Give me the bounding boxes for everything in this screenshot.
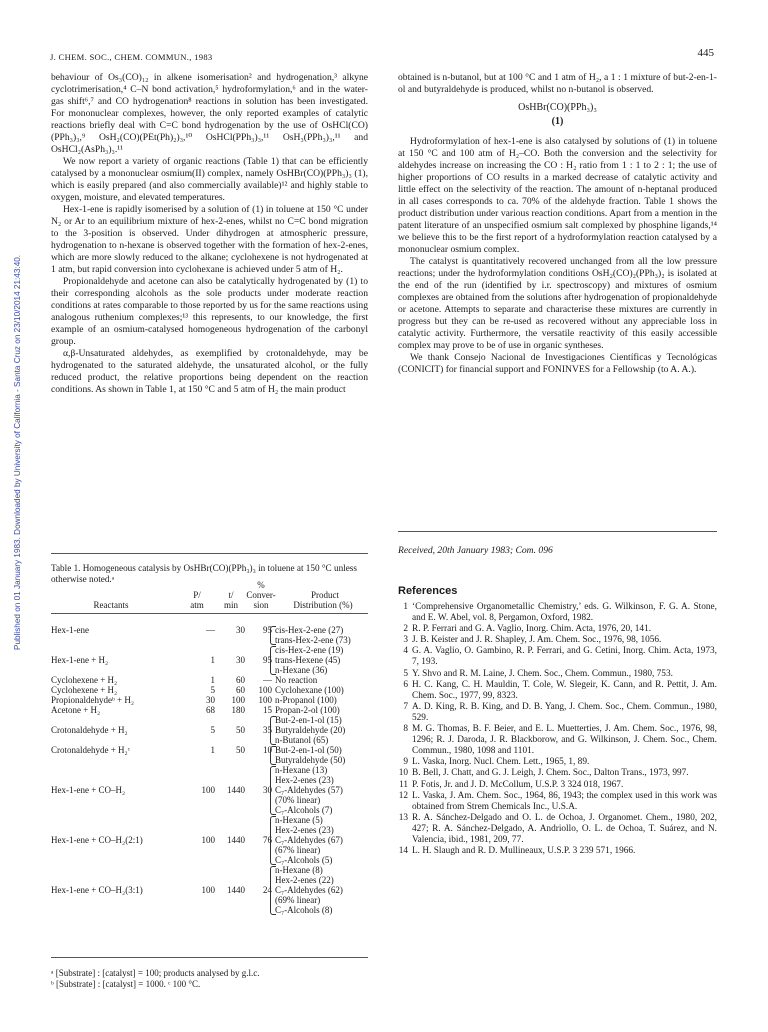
table-row bbox=[51, 675, 368, 685]
header-pressure: P/ bbox=[193, 590, 201, 600]
body-paragraph: obtained is n-butanol, but at 100 °C and 1 atm of H₂, a 1 : 1 mixture of but-2-en-1-ol and butyraldehyde is produced, whilst no n-butanol is observed. bbox=[398, 72, 717, 95]
conversion-cell: 100 bbox=[258, 695, 272, 705]
table-footnote: ᵃ [Substrate] : [catalyst] = 100; products analysed by g.l.c. bbox=[51, 968, 260, 978]
product-entry: n-Butanol (65) bbox=[275, 735, 329, 745]
right-column bbox=[398, 72, 717, 376]
reference-text: A. D. King, R. B. King, and D. B. Yang, J. Chem. Soc., Chem. Commun., 1980, 529. bbox=[412, 701, 717, 723]
pressure-cell: 5 bbox=[210, 685, 215, 695]
conversion-cell: 30 bbox=[263, 785, 272, 795]
header-conversion: Conver- bbox=[246, 590, 276, 600]
table-row bbox=[51, 625, 368, 645]
reference-number: 3 bbox=[403, 635, 408, 646]
reference-number: 6 bbox=[403, 679, 408, 690]
header-product: Product bbox=[311, 590, 339, 600]
reactants-cell: Hex-1-ene + CO–H₂ bbox=[51, 785, 126, 795]
reference-item bbox=[398, 724, 717, 757]
references-heading: References bbox=[398, 585, 458, 597]
reference-number: 11 bbox=[399, 779, 408, 790]
table-footnote: ᵇ [Substrate] : [catalyst] = 1000. ᶜ 100 °C. bbox=[51, 979, 201, 989]
body-paragraph: Propionaldehyde and acetone can also be catalytically hydrogenated by (1) to their corresponding alcohols as the sole products under moderate reaction conditions at rates comparable to those reported by us for the same reactions using analogous ruthenium complexes;¹³ this represents, to our knowledge, the first example of an osmium-catalysed homogeneous hydrogenation of the carbonyl group. bbox=[51, 276, 368, 347]
reference-text: G. A. Vaglio, O. Gambino, R. P. Ferrari, and G. Cetini, Inorg. Chim. Acta, 1973, 7, 193. bbox=[412, 646, 717, 668]
reference-item bbox=[398, 846, 717, 857]
header-distribution: Distribution (%) bbox=[293, 600, 353, 610]
product-entry: C₇-Aldehydes (57) bbox=[275, 785, 343, 795]
header-time-unit: min bbox=[223, 600, 238, 610]
table-row bbox=[51, 815, 368, 865]
product-entry: Hex-2-enes (23) bbox=[275, 825, 334, 835]
body-paragraph: Hydroformylation of hex-1-ene is also catalysed by solutions of (1) in toluene at 150 °C and 100 atm of H₂–CO. Both the conversion and the selectivity for aldehydes increase on increasing the CO : H₂ ratio from 1 : 1 to 2 : 1; the use of higher proportions of CO results in a marked decrease of catalytic activity and little effect on the selectivity of the reaction. The amount of n-heptanal produced in all cases corresponds to ca. 70% of the aldehyde fraction. Table 1 shows the product distribution under various reaction conditions. Apart from a mention in the patent literature of an unspecified osmium salt complexed by phosphine ligands,¹⁴ we believe this to be the first report of a hydroformylation reaction catalysed by a mononuclear osmium complex. bbox=[398, 136, 717, 255]
product-entry: (70% linear) bbox=[275, 795, 321, 805]
product-entry: n-Hexane (5) bbox=[275, 815, 323, 825]
pressure-cell: 100 bbox=[201, 785, 215, 795]
product-entry: cis-Hex-2-ene (19) bbox=[275, 645, 344, 655]
reactants-cell: Propionaldehydeᵇ + H₂ bbox=[51, 695, 134, 705]
table-row bbox=[51, 715, 368, 745]
reference-text: L. H. Slaugh and R. D. Mullineaux, U.S.P. 3 239 571, 1966. bbox=[412, 846, 636, 857]
reference-item bbox=[398, 669, 717, 680]
time-cell: 60 bbox=[236, 675, 245, 685]
product-entry: But-2-en-1-ol (15) bbox=[275, 715, 342, 725]
table-top-rule bbox=[51, 553, 368, 554]
reference-text: H. C. Kang, C. H. Mauldin, T. Cole, W. Slegeir, K. Cann, and R. Pettit, J. Am. Chem. Soc., 1977, 99, 8323. bbox=[412, 679, 717, 701]
reference-number: 12 bbox=[398, 790, 408, 801]
reference-number: 8 bbox=[403, 724, 408, 735]
reference-item bbox=[398, 791, 717, 813]
pressure-cell: 1 bbox=[210, 745, 215, 755]
reference-text: Y. Shvo and R. M. Laine, J. Chem. Soc., Chem. Commun., 1980, 753. bbox=[412, 668, 673, 679]
received-date: Received, 20th January 1983; Com. 096 bbox=[398, 545, 553, 556]
conversion-cell: 24 bbox=[263, 885, 272, 895]
time-cell: 100 bbox=[231, 695, 245, 705]
reactants-cell: Cyclohexene + H₂ bbox=[51, 675, 118, 685]
reference-text: R. P. Ferrari and G. A. Vaglio, Inorg. Chim. Acta, 1976, 20, 141. bbox=[412, 624, 652, 635]
pressure-cell: 1 bbox=[210, 655, 215, 665]
running-head: J. CHEM. SOC., CHEM. COMMUN., 1983 bbox=[50, 52, 213, 62]
table-row bbox=[51, 745, 368, 765]
time-cell: 1440 bbox=[227, 785, 245, 795]
conversion-cell: 35 bbox=[263, 725, 272, 735]
reactants-cell: Hex-1-ene + CO–H₂(2:1) bbox=[51, 835, 143, 845]
download-watermark-text: Published on 01 January 1983. Downloaded by University of California - Santa Cruz on 23/10/2014 21:43:40. bbox=[13, 254, 22, 650]
reference-item bbox=[398, 680, 717, 702]
time-cell: 1440 bbox=[227, 885, 245, 895]
reference-number: 9 bbox=[403, 757, 408, 768]
reference-number: 10 bbox=[398, 768, 408, 779]
reference-item bbox=[398, 813, 717, 846]
reference-item bbox=[398, 757, 717, 768]
header-reactants: Reactants bbox=[93, 600, 129, 610]
time-cell: 30 bbox=[236, 655, 245, 665]
reference-item bbox=[398, 768, 717, 779]
product-entry: But-2-en-1-ol (50) bbox=[275, 745, 342, 755]
header-time: t/ bbox=[228, 590, 234, 600]
pressure-cell: 100 bbox=[201, 885, 215, 895]
reference-number: 1 bbox=[403, 602, 408, 612]
download-watermark bbox=[3, 90, 22, 650]
body-paragraph: The catalyst is quantitatively recovered unchanged from all the low pressure reactions; under the hydroformylation conditions OsH₂(CO)₂(PPh₃)₂ is isolated at the end of the run (identified by i.r. spectroscopy) and mixtures of osmium complexes are obtained from the solutions after hydrogenation of propionaldehyde or acetone. Attempts to separate and characterise these mixtures are currently in progress but they can be re-used as recovered without any appreciable loss in catalytic activity. Furthermore, the versatile reactivity of this easily accessible complex may prove to be of use in organic syntheses. bbox=[398, 256, 717, 351]
product-entry: Hex-2-enes (23) bbox=[275, 775, 334, 785]
reference-item bbox=[398, 780, 717, 791]
body-paragraph: behaviour of Os₃(CO)₁₂ in alkene isomerisation² and hydrogenation,³ alkyne cyclotrimerisation,⁴ C–N bond activation,⁵ hydroformylation,⁶ and in the water-gas shift⁶,⁷ and CO hydrogenation⁸ reactions in solution has been investigated. For mononuclear complexes, however, the only reported examples of catalytic reactions briefly deal with C=C bond hydrogenation by the use of OsHCl(CO)(PPh₃)₃,⁹ OsH₂(CO)(PEt(Ph)₂)₃,¹⁰ OsHCl(PPh₃)₃,¹¹ OsH₃(PPh₃)₃,¹¹ and OsHCl₂(AsPh₃)₃.¹¹ bbox=[51, 72, 368, 155]
product-entry: Butyraldehyde (20) bbox=[275, 725, 346, 735]
reference-number: 2 bbox=[403, 624, 408, 635]
table-row bbox=[51, 865, 368, 915]
page-number: 445 bbox=[697, 47, 714, 59]
acknowledgement: We thank Consejo Nacional de Investigaciones Científicas y Tecnológicas (CONICIT) for financial support and FONINVES for a Fellowship (to A. A.). bbox=[398, 352, 717, 375]
time-cell: 50 bbox=[236, 725, 245, 735]
table-footnotes bbox=[51, 968, 368, 990]
reference-number: 14 bbox=[398, 846, 408, 857]
conversion-cell: 10 bbox=[263, 745, 272, 755]
reference-item bbox=[398, 646, 717, 668]
table-header-rule bbox=[51, 613, 368, 614]
product-entry: Cyclohexane (100) bbox=[275, 685, 344, 695]
conversion-cell: 100 bbox=[258, 685, 272, 695]
reference-text: ‘Comprehensive Organometallic Chemistry,’ eds. G. Wilkinson, F. G. A. Stone, and E. W. Abel, vol. 8, Pergamon, Oxford, 1982. bbox=[412, 602, 717, 624]
time-cell: 30 bbox=[236, 625, 245, 635]
product-entry: Propan-2-ol (100) bbox=[275, 705, 340, 715]
body-paragraph: α,β-Unsaturated aldehydes, as exemplified by crotonaldehyde, may be hydrogenated to the saturated aldehyde, the unsaturated alcohol, or the fully reduced product, the relative proportions being dependent on the reaction conditions. As shown in Table 1, at 150 °C and 5 atm of H₂ the main product bbox=[51, 348, 368, 395]
product-entry: trans-Hex-2-ene (73) bbox=[275, 635, 351, 645]
product-entry: C₇-Alcohols (8) bbox=[275, 905, 333, 915]
pressure-cell: 68 bbox=[206, 705, 215, 715]
table-caption: Table 1. Homogeneous catalysis by OsHBr(CO)(PPh₃)₃ in toluene at 150 °C unless otherwise noted.ᵃ bbox=[51, 563, 357, 584]
reference-number: 4 bbox=[403, 646, 408, 657]
product-entry: Hex-2-enes (22) bbox=[275, 875, 334, 885]
reference-item bbox=[398, 602, 717, 624]
product-entry: C₇-Alcohols (5) bbox=[275, 855, 333, 865]
time-cell: 180 bbox=[231, 705, 245, 715]
reference-text: M. G. Thomas, B. F. Beier, and E. L. Muetterties, J. Am. Chem. Soc., 1976, 98, 1296; R. J. Daroda, J. R. Blackborow, and G. Wilkinson, J. Chem. Soc., Chem. Commun., 1980, 1098 and 1101. bbox=[412, 724, 717, 757]
time-cell: 1440 bbox=[227, 835, 245, 845]
product-entry: cis-Hex-2-ene (27) bbox=[275, 625, 344, 635]
body-paragraph: We now report a variety of organic reactions (Table 1) that can be efficiently catalysed by a mononuclear osmium(II) complex, namely OsHBr(CO)(PPh₃)₃ (1), which is easily prepared (and also commercially available)¹² and highly stable to oxygen, moisture, and elevated temperatures. bbox=[51, 156, 368, 203]
conversion-cell: 15 bbox=[263, 705, 272, 715]
product-entry: Butyraldehyde (50) bbox=[275, 755, 346, 765]
product-entry: (69% linear) bbox=[275, 895, 321, 905]
header-conversion-2: sion bbox=[253, 600, 269, 610]
product-entry: (67% linear) bbox=[275, 845, 321, 855]
conversion-cell: 95 bbox=[263, 625, 272, 635]
table-row bbox=[51, 705, 368, 715]
product-entry: C₇-Aldehydes (62) bbox=[275, 885, 343, 895]
pressure-cell: — bbox=[206, 625, 215, 635]
reference-text: P. Fotis, Jr. and J. D. McCollum, U.S.P. 3 324 018, 1967. bbox=[412, 779, 624, 790]
reference-text: J. B. Keister and J. R. Shapley, J. Am. Chem. Soc., 1976, 98, 1056. bbox=[412, 635, 662, 646]
reference-text: B. Bell, J. Chatt, and G. J. Leigh, J. Chem. Soc., Dalton Trans., 1973, 997. bbox=[412, 768, 689, 779]
reference-text: R. A. Sánchez-Delgado and O. L. de Ochoa, J. Organomet. Chem., 1980, 202, 427; R. A. Sánchez-Delgado, A. Andriollo, O. L. de Ochoa, T. Suárez, and N. Valencia, ibid., 1981, 209, 77. bbox=[412, 812, 717, 845]
product-entry: C₇-Aldehydes (67) bbox=[275, 835, 343, 845]
left-column bbox=[51, 72, 368, 396]
product-entry: n-Hexane (36) bbox=[275, 665, 328, 675]
compound-formula: OsHBr(CO)(PPh₃)₃ bbox=[518, 102, 597, 113]
time-cell: 50 bbox=[236, 745, 245, 755]
table-row bbox=[51, 685, 368, 695]
reference-item bbox=[398, 635, 717, 646]
product-entry: C₇-Alcohols (7) bbox=[275, 805, 333, 815]
table-bottom-rule bbox=[51, 957, 368, 958]
body-paragraph: Hex-1-ene is rapidly isomerised by a solution of (1) in toluene at 150 °C under N₂ or Ar to an equilibrium mixture of hex-2-enes, whilst no C=C bond migration to the 3-position is observed. Under dihydrogen at atmospheric pressure, hydrogenation to n-hexane is observed together with the formation of hex-2-enes, which are more slowly reduced to the alkane; cyclohexene is not hydrogenated at 1 atm, but rapid conversion into cyclohexane is achieved under 5 atm of H₂. bbox=[51, 204, 368, 275]
table-row bbox=[51, 765, 368, 815]
reactants-cell: Acetone + H₂ bbox=[51, 705, 101, 715]
reference-number: 13 bbox=[398, 812, 408, 823]
product-entry: trans-Hexene (45) bbox=[275, 655, 341, 665]
pressure-cell: 30 bbox=[206, 695, 215, 705]
product-entry: n-Hexane (8) bbox=[275, 865, 323, 875]
header-conversion-pct: % bbox=[257, 580, 265, 590]
reactants-cell: Hex-1-ene + H₂ bbox=[51, 655, 109, 665]
reference-item bbox=[398, 702, 717, 724]
table-row bbox=[51, 645, 368, 675]
references-list bbox=[398, 602, 717, 857]
reference-text: L. Vaska, J. Am. Chem. Soc., 1964, 86, 1943; the complex used in this work was obtained from Strem Chemicals Inc., U.S.A. bbox=[412, 790, 717, 812]
reactants-cell: Hex-1-ene bbox=[51, 625, 89, 635]
received-rule bbox=[398, 531, 717, 532]
conversion-cell: 95 bbox=[263, 655, 272, 665]
header-pressure-unit: atm bbox=[190, 600, 204, 610]
reference-number: 7 bbox=[403, 701, 408, 712]
product-entry: n-Hexane (13) bbox=[275, 765, 328, 775]
product-entry: No reaction bbox=[275, 675, 318, 685]
compound-label: (1) bbox=[551, 116, 564, 127]
table-row bbox=[51, 695, 368, 705]
pressure-cell: 1 bbox=[210, 675, 215, 685]
conversion-cell: 76 bbox=[263, 835, 272, 845]
product-entry: n-Propanol (100) bbox=[275, 695, 337, 705]
conversion-cell: — bbox=[263, 675, 272, 685]
pressure-cell: 5 bbox=[210, 725, 215, 735]
reference-item bbox=[398, 624, 717, 635]
reactants-cell: Crotonaldehyde + H₂ᶜ bbox=[51, 745, 131, 755]
reactants-cell: Hex-1-ene + CO–H₂(3:1) bbox=[51, 885, 143, 895]
reference-number: 5 bbox=[403, 668, 408, 679]
reactants-cell: Cyclohexene + H₂ bbox=[51, 685, 118, 695]
reference-text: L. Vaska, Inorg. Nucl. Chem. Lett., 1965, 1, 89. bbox=[412, 757, 590, 768]
time-cell: 60 bbox=[236, 685, 245, 695]
reactants-cell: Crotonaldehyde + H₂ bbox=[51, 725, 128, 735]
pressure-cell: 100 bbox=[201, 835, 215, 845]
